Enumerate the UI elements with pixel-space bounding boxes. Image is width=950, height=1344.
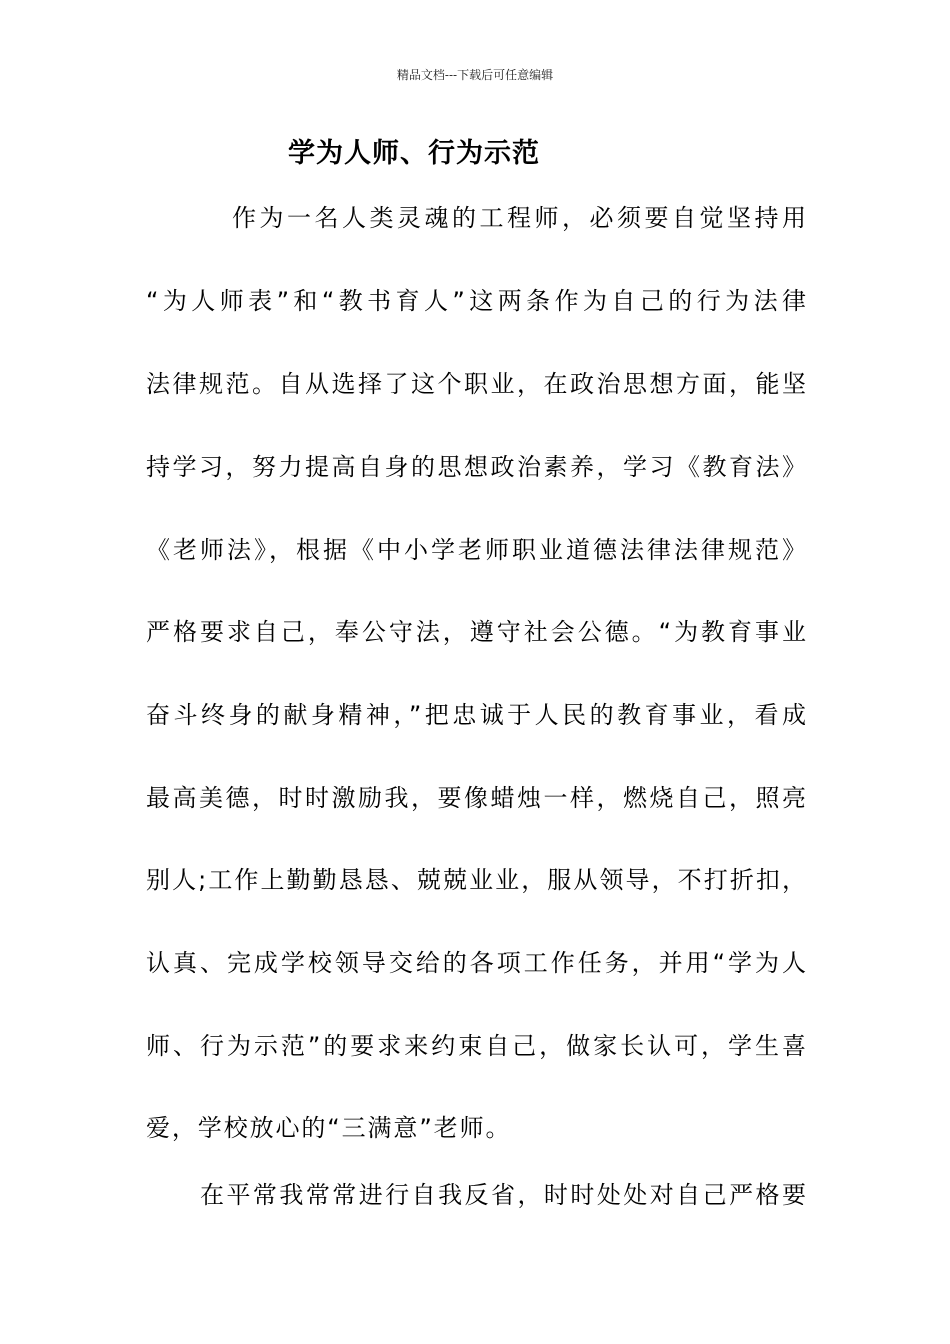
paragraph-line: 法律规范。自从选择了这个职业，在政治思想方面，能坚 — [146, 370, 806, 398]
document-title: 学为人师、行为示范 — [288, 138, 540, 169]
paragraph-line: 持学习，努力提高自身的思想政治素养，学习《教育法》 — [146, 453, 806, 481]
paragraph-line: 严格要求自己，奉公守法，遵守社会公德。“为教育事业 — [146, 618, 806, 646]
paragraph-line: 在平常我常常进行自我反省，时时处处对自己严格要 — [200, 1181, 806, 1209]
paragraph-line: 《老师法》，根据《中小学老师职业道德法律法律规范》 — [146, 536, 806, 564]
paragraph-line: 爱，学校放心的“三满意”老师。 — [146, 1114, 512, 1142]
paragraph-line: 别人;工作上勤勤恳恳、兢兢业业，服从领导，不打折扣， — [146, 866, 806, 894]
paragraph-line: “为人师表”和“教书育人”这两条作为自己的行为法律 — [146, 287, 806, 315]
paragraph-line: 作为一名人类灵魂的工程师，必须要自觉坚持用 — [232, 204, 806, 232]
paragraph-line: 师、行为示范”的要求来约束自己，做家长认可，学生喜 — [146, 1032, 806, 1060]
paragraph-line: 认真、完成学校领导交给的各项工作任务，并用“学为人 — [146, 949, 806, 977]
paragraph-line: 奋斗终身的献身精神，”把忠诚于人民的教育事业，看成 — [146, 701, 806, 729]
page-header-note: 精品文档---下载后可任意编辑 — [396, 68, 554, 82]
paragraph-line: 最高美德，时时激励我，要像蜡烛一样，燃烧自己，照亮 — [146, 784, 806, 812]
